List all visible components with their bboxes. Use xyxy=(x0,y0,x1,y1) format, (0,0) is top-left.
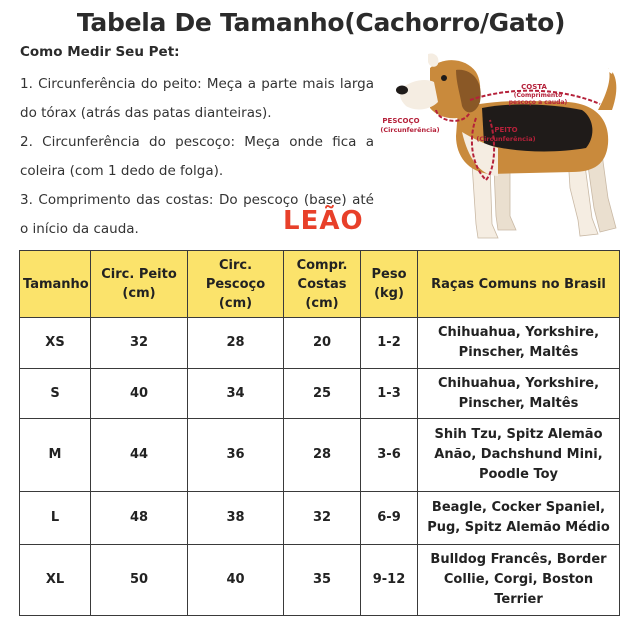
cell-size: S xyxy=(20,368,91,419)
cell-weight: 3-6 xyxy=(361,419,418,492)
cell-chest: 40 xyxy=(91,368,188,419)
cell-size: XS xyxy=(20,318,91,369)
instruction-neck: 2. Circunferência do pescoço: Meça onde fica a coleira (com 1 dedo de folga). xyxy=(20,134,374,179)
cell-weight: 6-9 xyxy=(361,492,418,545)
header-chest: Circ. Peito (cm) xyxy=(91,251,188,318)
label-pescoco-title: PESCOÇO xyxy=(382,117,420,125)
cell-neck: 36 xyxy=(188,419,284,492)
cell-weight: 1-2 xyxy=(361,318,418,369)
cell-back: 32 xyxy=(284,492,361,545)
cell-chest: 44 xyxy=(91,419,188,492)
cell-neck: 38 xyxy=(188,492,284,545)
label-costas-title: COSTA xyxy=(521,83,547,91)
table-row xyxy=(20,368,620,419)
table-header-row xyxy=(20,251,620,318)
cell-back: 35 xyxy=(284,545,361,616)
size-table xyxy=(19,250,620,616)
cell-chest: 50 xyxy=(91,545,188,616)
header-size: Tamanho xyxy=(20,251,91,318)
dog-measurement-diagram xyxy=(372,48,634,244)
cell-size: L xyxy=(20,492,91,545)
cell-breeds: Bulldog Francês, Border Collie, Corgi, Boston Terrier xyxy=(418,545,620,616)
header-neck: Circ. Pescoço (cm) xyxy=(188,251,284,318)
cell-back: 20 xyxy=(284,318,361,369)
cell-back: 28 xyxy=(284,419,361,492)
table-row xyxy=(20,318,620,369)
cell-chest: 48 xyxy=(91,492,188,545)
cell-weight: 1-3 xyxy=(361,368,418,419)
table-row xyxy=(20,492,620,545)
cell-breeds: Shih Tzu, Spitz Alemão Anão, Dachshund Mini, Poodle Toy xyxy=(418,419,620,492)
cell-breeds: Beagle, Cocker Spaniel, Pug, Spitz Alemão Médio xyxy=(418,492,620,545)
brand-label: LEÃO xyxy=(283,206,364,236)
cell-size: M xyxy=(20,419,91,492)
table-row xyxy=(20,419,620,492)
cell-neck: 34 xyxy=(188,368,284,419)
table-row xyxy=(20,545,620,616)
cell-size: XL xyxy=(20,545,91,616)
cell-chest: 32 xyxy=(91,318,188,369)
label-pescoco-sub: (Circunferência) xyxy=(380,126,440,134)
dog-tail xyxy=(598,68,616,110)
header-breeds: Raças Comuns no Brasil xyxy=(418,251,620,318)
dog-illustration xyxy=(372,48,634,244)
label-peito-title: PEITO xyxy=(494,126,518,134)
instruction-chest: 1. Circunferência do peito: Meça a parte mais larga do tórax (atrás das patas dianteiras). xyxy=(20,76,374,121)
label-costas-line2: pescoço a cauda) xyxy=(508,99,568,106)
instruction-back: 3. Comprimento das costas: Do pescoço (base) até o início da cauda. xyxy=(20,192,374,237)
label-peito-sub: (Circunferência) xyxy=(476,135,536,143)
header-weight: Peso (kg) xyxy=(361,251,418,318)
cell-breeds: Chihuahua, Yorkshire, Pinscher, Maltês xyxy=(418,318,620,369)
label-costas-line1: (Comprimento xyxy=(513,92,563,99)
cell-neck: 40 xyxy=(188,545,284,616)
cell-back: 25 xyxy=(284,368,361,419)
how-to-heading: Como Medir Seu Pet: xyxy=(20,44,180,60)
page-title: Tabela De Tamanho(Cachorro/Gato) xyxy=(76,8,566,37)
cell-breeds: Chihuahua, Yorkshire, Pinscher, Maltês xyxy=(418,368,620,419)
cell-neck: 28 xyxy=(188,318,284,369)
header-back: Compr. Costas (cm) xyxy=(284,251,361,318)
cell-weight: 9-12 xyxy=(361,545,418,616)
